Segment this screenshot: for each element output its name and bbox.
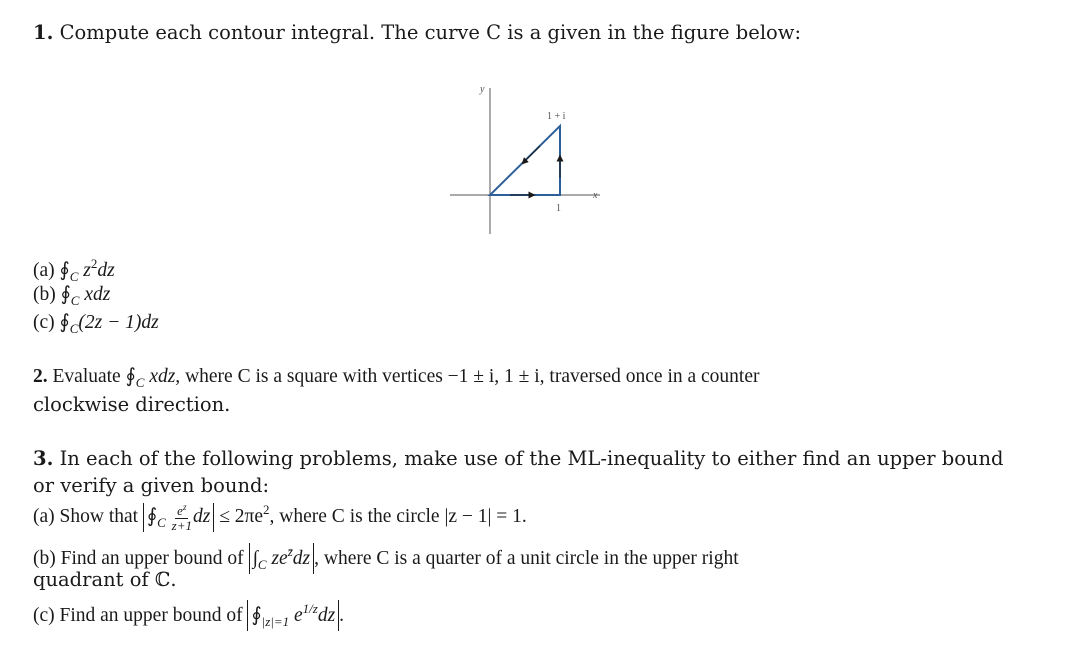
fraction: $\frac{e^z}{z+1}$ [171,502,192,533]
problem-3c: (c) Find an upper bound of $∮_{|z|=1}$ $e^{1/z}dz$ . [33,601,345,629]
vertex-label: 1 + i [547,111,566,122]
problem-3a: (a) Show that $∮_C$ $\frac{e^z}{z+1}$ dz ≤ $2\pi e^2$, where C is the circle |z − 1| = 1. [33,502,527,533]
problem-1-statement [33,23,801,43]
tick-label: 1 [556,203,561,214]
problem-1-number: 1. [33,21,54,44]
contour-integral-sign: ∮ [59,260,70,281]
problem-3-line-1: 3. In each of the following problems, make use of the ML-inequality to either find an upper bound [33,447,1004,470]
problem-3-line-2: or verify a given bound: [33,474,270,497]
problem-2-line-1: 2. Evaluate $∮_C$ xdz, where C is a square with vertices −1 ± i, 1 ± i, traversed once in a counter [33,366,760,390]
problem-1c: (c) $∮_C(2z - 1)dz$ [33,312,159,336]
problem-2-line-2: clockwise direction. [33,393,231,416]
problem-1b: (b) $∮_C$ xdz [33,284,111,308]
problem-1a: (a) $∮_C$ $z^2dz$ [33,256,115,284]
problem-1-text: Compute each contour integral. The curve C is a given in the figure below: [59,21,802,44]
y-axis-label: y [480,84,485,95]
absolute-value: $∮_C$ $\frac{e^z}{z+1}$ dz [143,503,214,532]
problem-3b-line-1: (b) Find an upper bound of $\int_C$ $ze^{z̄}dz$ , where C is a quarter of a unit circle in the upper right [33,544,739,572]
contour-figure [440,78,620,243]
x-axis-label: x [593,190,598,201]
arrow-diagonal [524,146,540,162]
problem-3b-line-2: quadrant of ℂ. [33,568,177,591]
